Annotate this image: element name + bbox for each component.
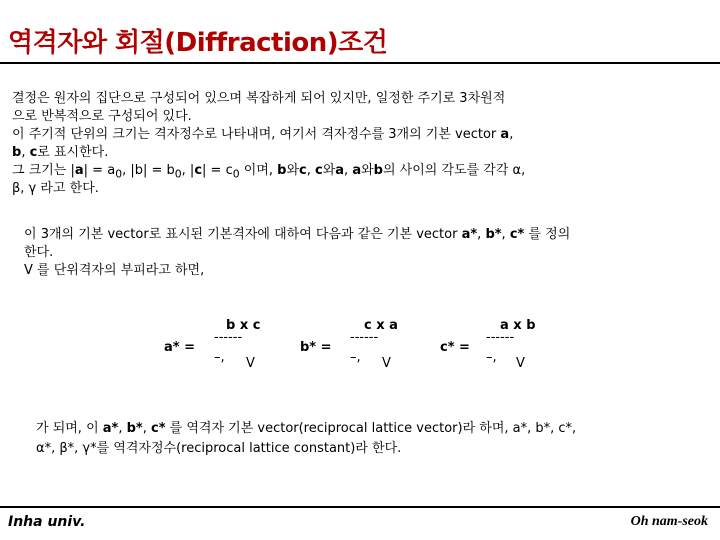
- b-star-comma: –,: [350, 350, 361, 365]
- p1-line-2: 으로 반복적으로 구성되어 있다.: [12, 109, 192, 124]
- c-star-denominator: V: [516, 356, 525, 371]
- footer-author: Oh nam-seok: [630, 514, 708, 529]
- p1-line-4: b, c로 표시한다.: [12, 145, 109, 160]
- page-title: 역격자와 회절(Diffraction)조건: [8, 28, 388, 58]
- p1-line-5: 그 크기는 $|a| = a_0$, $|b| = b_0$, $|c| = c_0$ 이며, b와c, c와a, a와b의 사이의 각도를 각각 α,: [12, 163, 526, 181]
- title-divider: [0, 62, 720, 64]
- p2-line-1: 이 3개의 기본 vector로 표시된 기본격자에 대하여 다음과 같은 기본 vector a*, b*, c* 를 정의: [24, 227, 571, 242]
- c-star-comma: –,: [486, 350, 497, 365]
- c-star-numerator: a x b: [500, 318, 536, 333]
- c-star-fraction-bar: ------: [486, 330, 515, 345]
- p3-line-1: 가 되며, 이 a*, b*, c* 를 역격자 기본 vector(reciprocal lattice vector)라 하며, a*, b*, c*,: [36, 421, 577, 436]
- c-star-label: c* =: [440, 340, 470, 355]
- p1-line-3: 이 주기적 단위의 크기는 격자정수로 나타내며, 여기서 격자정수를 3개의 기본 vector a,: [12, 127, 514, 142]
- b-star-numerator: c x a: [364, 318, 398, 333]
- b-star-denominator: V: [382, 356, 391, 371]
- a-star-numerator: b x c: [226, 318, 261, 333]
- footer-university: Inha univ.: [8, 514, 86, 530]
- a-star-comma: –,: [214, 350, 225, 365]
- p1-line-1: 결정은 원자의 집단으로 구성되어 있으며 복잡하게 되어 있지만, 일정한 주기로 3차원적: [12, 91, 506, 106]
- p3-line-2: α*, β*, γ*를 역격자정수(reciprocal lattice constant)라 한다.: [36, 441, 402, 456]
- p2-line-2: 한다.: [24, 245, 54, 260]
- p1-line-6: β, γ 라고 한다.: [12, 181, 99, 196]
- footer-divider: [0, 506, 720, 508]
- a-star-fraction-bar: ------: [214, 330, 243, 345]
- a-star-label: a* =: [164, 340, 195, 355]
- b-star-fraction-bar: ------: [350, 330, 379, 345]
- b-star-label: b* =: [300, 340, 332, 355]
- a-star-denominator: V: [246, 356, 255, 371]
- p2-line-3: V 를 단위격자의 부피라고 하면,: [24, 263, 205, 278]
